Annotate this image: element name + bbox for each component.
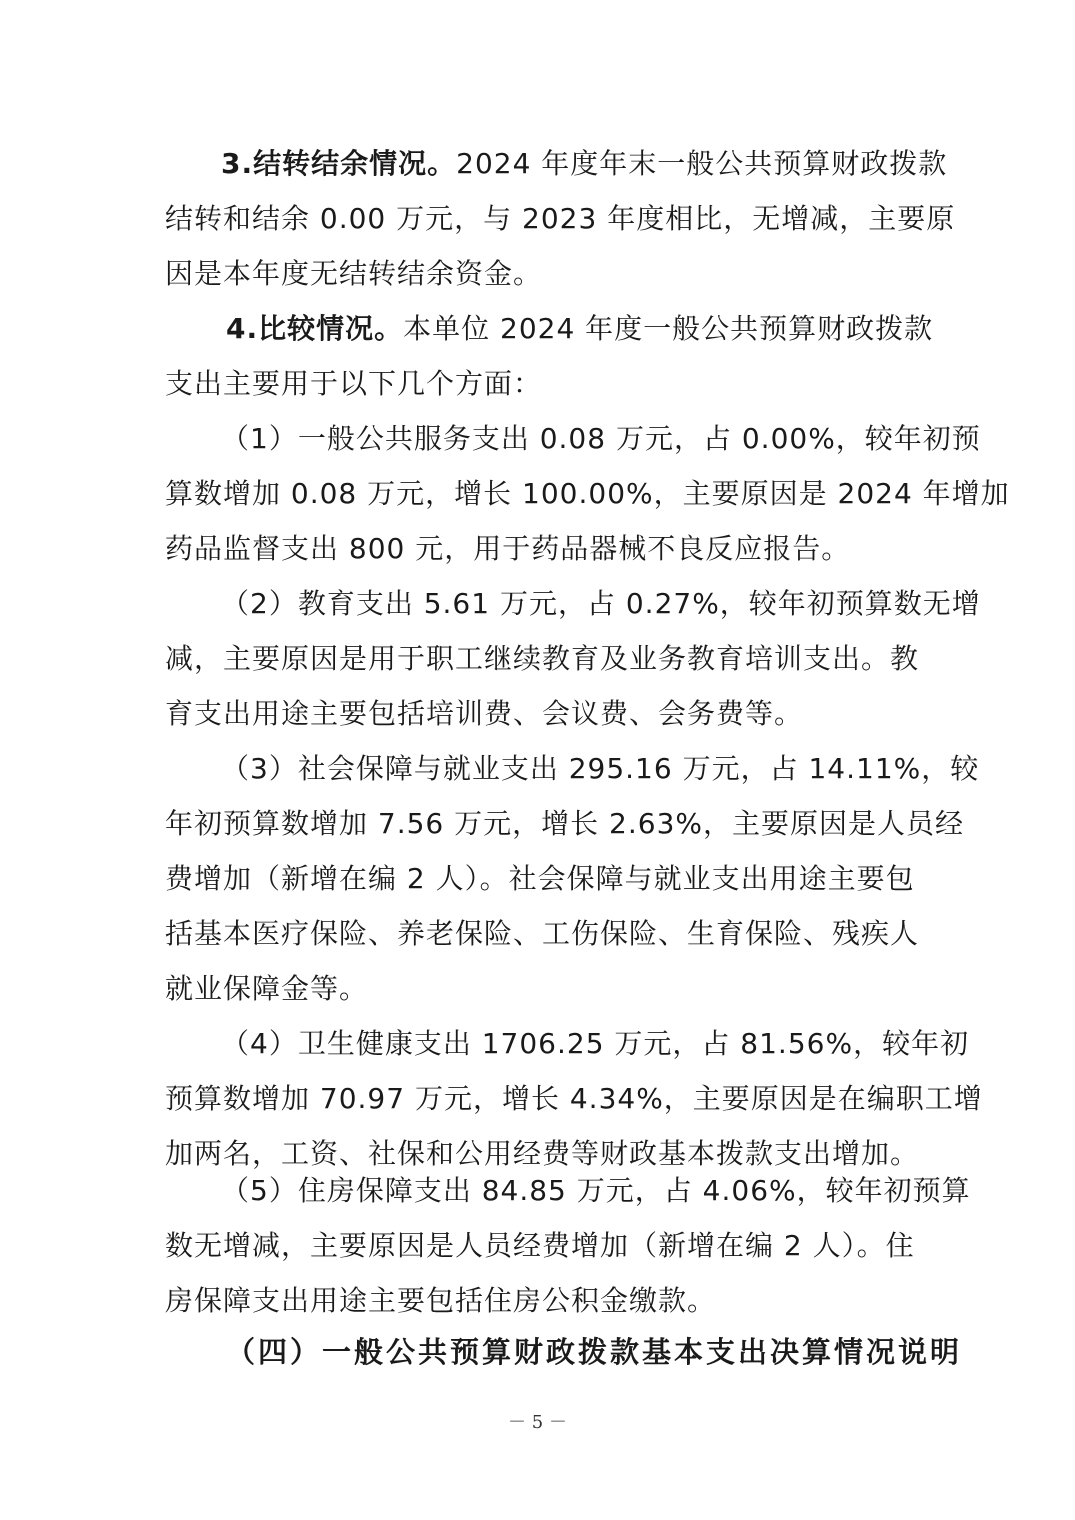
text-line: 支出主要用于以下几个方面： xyxy=(165,367,543,400)
text-line: （4）卫生健康支出 1706.25 万元，占 81.56%，较年初 xyxy=(221,1027,970,1060)
text-line: （5）住房保障支出 84.85 万元，占 4.06%，较年初预算 xyxy=(221,1174,971,1207)
text-line: 因是本年度无结转结余资金。 xyxy=(165,257,543,290)
paragraph-item-1 xyxy=(165,411,1010,576)
text-line: 数无增减，主要原因是人员经费增加（新增在编 2 人）。住 xyxy=(165,1229,915,1262)
text-line: 房保障支出用途主要包括住房公积金缴款。 xyxy=(165,1284,717,1317)
paragraph-item-4 xyxy=(165,1016,983,1181)
paragraph-carryover xyxy=(165,136,956,301)
text-line: （1）一般公共服务支出 0.08 万元，占 0.00%，较年初预 xyxy=(221,422,981,455)
text-line: 育支出用途主要包括培训费、会议费、会务费等。 xyxy=(165,697,804,730)
text-line: （3）社会保障与就业支出 295.16 万元，占 14.11%，较 xyxy=(221,752,980,785)
text-line: 年初预算数增加 7.56 万元，增长 2.63%，主要原因是人员经 xyxy=(165,807,964,840)
text-line: 费增加（新增在编 2 人）。社会保障与就业支出用途主要包 xyxy=(165,862,915,895)
text-line: 括基本医疗保险、养老保险、工伤保险、生育保险、残疾人 xyxy=(165,917,920,950)
paragraph-item-5 xyxy=(165,1163,971,1328)
text-line: 算数增加 0.08 万元，增长 100.00%，主要原因是 2024 年增加 xyxy=(165,477,1010,510)
text-line: 就业保障金等。 xyxy=(165,972,369,1005)
paragraph-heading: 4.比较情况。 xyxy=(226,312,404,345)
page-number: － 5 － xyxy=(508,1412,567,1433)
text-line: 药品监督支出 800 元，用于药品器械不良反应报告。 xyxy=(165,532,851,565)
text-line: 预算数增加 70.97 万元，增长 4.34%，主要原因是在编职工增 xyxy=(165,1082,983,1115)
text-line: 加两名，工资、社保和公用经费等财政基本拨款支出增加。 xyxy=(165,1137,920,1170)
text-line: 3.结转结余情况。2024 年度年末一般公共预算财政拨款 xyxy=(221,147,948,180)
section-heading: （四）一般公共预算财政拨款基本支出决算情况说明 xyxy=(226,1335,963,1369)
text-line: 减，主要原因是用于职工继续教育及业务教育培训支出。教 xyxy=(165,642,920,675)
paragraph-item-2 xyxy=(165,576,981,741)
paragraph-comparison xyxy=(165,301,934,411)
paragraph-heading: 3.结转结余情况。 xyxy=(221,147,457,180)
text-line: 结转和结余 0.00 万元，与 2023 年度相比，无增减，主要原 xyxy=(165,202,956,235)
text-line: （2）教育支出 5.61 万元，占 0.27%，较年初预算数无增 xyxy=(221,587,981,620)
paragraph-item-3 xyxy=(165,741,980,1016)
text-line: 4.比较情况。本单位 2024 年度一般公共预算财政拨款 xyxy=(226,312,934,345)
